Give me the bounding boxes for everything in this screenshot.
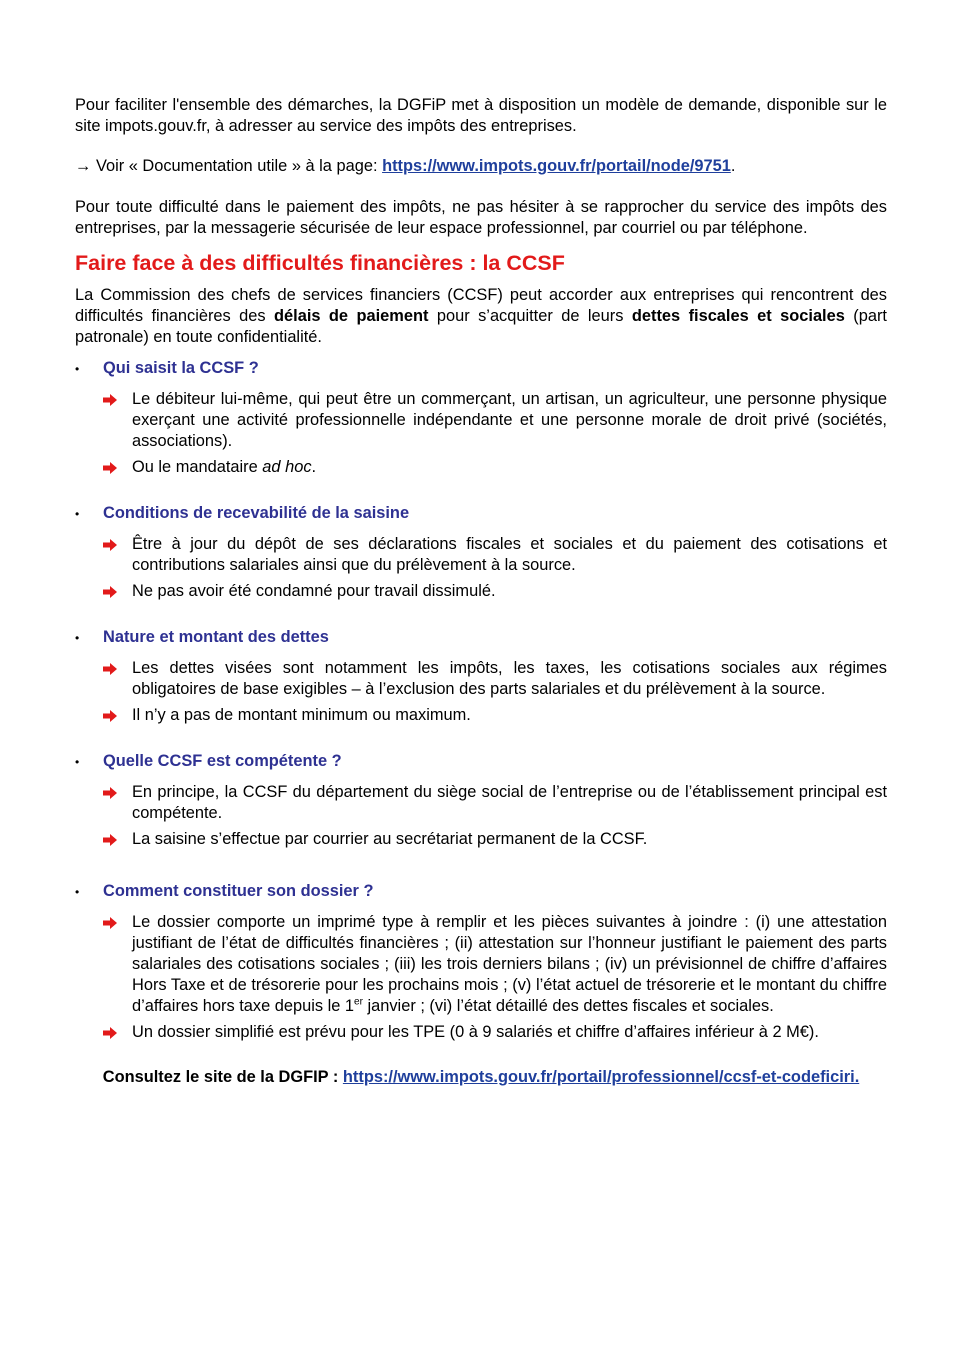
item-text-part-a: Le dossier comporte un imprimé type à remplir et les pièces suivantes à joindre : (i) une attestation justifiant de l’état de difficultés financières ; (ii) attestation sur l’honneur justifiant le paiement des parts salariales des cotisations sociales ; (iii) les trois derniers bilans ; (iv) un prévisionnel de chiffre d’affaires Hors Taxe et de trésorerie pour les prochains mois ; (v) l’état actuel de trésorerie et le montant du chiffre d’affaires hors taxe depuis le 1 (132, 913, 887, 1015)
ccsf-codeficiri-link[interactable]: https://www.impots.gouv.fr/portail/professionnel/ccsf-et-codeficiri. (342, 1068, 860, 1086)
superscript: er (354, 996, 363, 1008)
footer-consultez (75, 1067, 887, 1088)
ccsf-heading: Faire face à des difficultés financières : la CCSF (75, 251, 565, 275)
list-item (103, 457, 887, 478)
item-text-suffix: . (311, 458, 317, 476)
section-title-quelle-ccsf: Quelle CCSF est compétente ? (103, 752, 342, 770)
section-title-dossier: Comment constituer son dossier ? (103, 882, 374, 900)
section-heading-row (75, 881, 887, 902)
bullet-dot-icon: • (75, 885, 80, 899)
item-text (132, 457, 887, 478)
list-item (103, 829, 887, 850)
list-item (103, 705, 887, 726)
voir-prefix: → Voir « Documentation utile » à la page: (75, 157, 383, 175)
item-text: La saisine s’effectue par courrier au secrétariat permanent de la CCSF. (132, 830, 648, 848)
red-arrow-right-icon (103, 658, 132, 679)
document-body (75, 95, 887, 1088)
section-nature (75, 627, 887, 726)
list-item (103, 1022, 887, 1043)
red-arrow-right-icon (103, 389, 132, 410)
item-text: Un dossier simplifié est prévu pour les TPE (0 à 9 salariés et chiffre d’affaires inférieur à 2 M€). (132, 1023, 819, 1041)
ccsf-intro-paragraph (75, 285, 887, 348)
ccsf-intro-bold-2: dettes fiscales et sociales (631, 307, 845, 325)
section-quelle-ccsf (75, 751, 887, 850)
section-conditions (75, 503, 887, 602)
red-arrow-right-icon (103, 1022, 132, 1043)
section-heading-row (75, 751, 887, 772)
item-text (132, 912, 887, 1017)
red-arrow-right-icon (103, 457, 132, 478)
list-item (103, 389, 887, 452)
section-dossier (75, 881, 887, 1043)
voir-suffix: . (730, 157, 736, 175)
item-text: En principe, la CCSF du département du siège social de l’entreprise ou de l’établissement principal est compétente. (132, 783, 887, 822)
footer-prefix: Consultez le site de la DGFIP : (102, 1068, 343, 1086)
ccsf-intro-text-3: (part patronale) en toute confidentialité. (75, 307, 887, 346)
item-text-part-b: janvier ; (vi) l’état détaillé des dettes fiscales et sociales. (362, 997, 774, 1015)
section-title-nature: Nature et montant des dettes (103, 628, 329, 646)
list-item (103, 782, 887, 824)
red-arrow-right-icon (103, 829, 132, 850)
section-title-conditions: Conditions de recevabilité de la saisine (103, 504, 410, 522)
bullet-dot-icon: • (75, 362, 80, 376)
red-arrow-right-icon (103, 782, 132, 803)
item-text: Le débiteur lui-même, qui peut être un commerçant, un artisan, un agriculteur, une personne physique exerçant une activité professionnelle indépendante et une personne morale de droit privé (sociétés, associations). (132, 390, 887, 450)
section-heading-row (75, 503, 887, 524)
contact-paragraph: Pour toute difficulté dans le paiement des impôts, ne pas hésiter à se rapprocher du service des impôts des entreprises, par la messagerie sécurisée de leur espace professionnel, par courriel ou par téléphone. (75, 198, 887, 237)
item-text: Il n’y a pas de montant minimum ou maximum. (132, 706, 471, 724)
item-text: Les dettes visées sont notamment les impôts, les taxes, les cotisations sociales aux régimes obligatoires de base exigibles – à l’exclusion des parts salariales et du prélèvement à la source. (132, 659, 887, 698)
list-item (103, 912, 887, 1017)
bullet-dot-icon: • (75, 631, 80, 645)
red-arrow-right-icon (103, 581, 132, 602)
section-heading-row (75, 358, 887, 379)
section-qui-saisit (75, 358, 887, 478)
section-title-qui-saisit: Qui saisit la CCSF ? (103, 359, 259, 377)
red-arrow-right-icon (103, 912, 132, 933)
section-heading-row (75, 627, 887, 648)
item-text: Être à jour du dépôt de ses déclarations fiscales et sociales et du paiement des cotisations et contributions salariales ainsi que du prélèvement à la source. (132, 535, 887, 574)
item-text-prefix: Ou le mandataire (132, 458, 263, 476)
voir-line (75, 156, 887, 177)
red-arrow-right-icon (103, 534, 132, 555)
node-9751-link[interactable]: https://www.impots.gouv.fr/portail/node/9751 (382, 157, 731, 175)
bullet-dot-icon: • (75, 507, 80, 521)
ccsf-intro-bold-1: délais de paiement (274, 307, 429, 325)
intro-paragraph: Pour faciliter l'ensemble des démarches, la DGFiP met à disposition un modèle de demande, disponible sur le site impots.gouv.fr, à adresser au service des impôts des entreprises. (75, 96, 887, 135)
red-arrow-right-icon (103, 705, 132, 726)
list-item (103, 581, 887, 602)
item-text-italic: ad hoc (262, 458, 312, 476)
list-item (103, 534, 887, 576)
ccsf-intro-text-1: La Commission des chefs de services financiers (CCSF) peut accorder aux entreprises qui rencontrent des difficultés financières des (75, 286, 887, 325)
ccsf-intro-text-2: pour s’acquitter de leurs (428, 307, 632, 325)
bullet-dot-icon: • (75, 755, 80, 769)
item-text: Ne pas avoir été condamné pour travail dissimulé. (132, 582, 496, 600)
list-item (103, 658, 887, 700)
